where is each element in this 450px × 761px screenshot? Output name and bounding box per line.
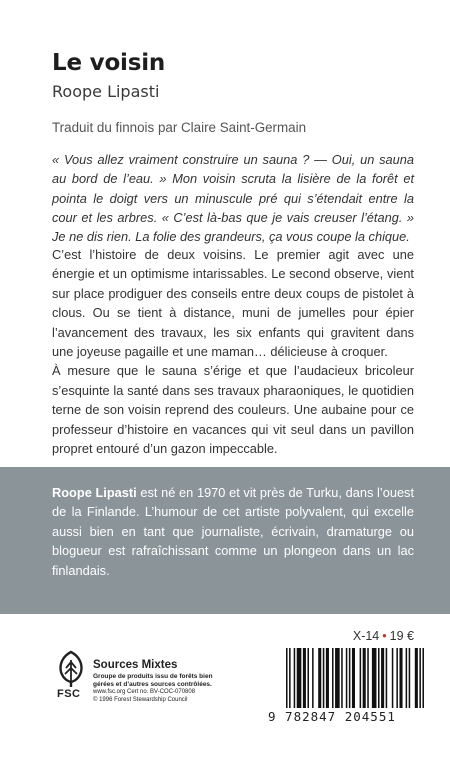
- barcode-bar: [312, 648, 314, 708]
- price-code: X-14: [352, 629, 380, 643]
- barcode-bar: [422, 648, 424, 708]
- barcode-bar: [406, 648, 408, 708]
- book-author: Roope Lipasti: [52, 82, 160, 101]
- barcode-bar: [307, 648, 309, 708]
- barcode-bar: [289, 648, 291, 708]
- barcode-bar: [415, 648, 418, 708]
- barcode-bar: [335, 648, 340, 708]
- barcode-bar: [409, 648, 411, 708]
- barcode-bar: [286, 648, 288, 708]
- barcode-bar: [323, 648, 325, 708]
- price-line: [353, 629, 414, 643]
- book-title: Le voisin: [52, 50, 166, 76]
- barcode-bar: [294, 648, 296, 708]
- barcode-bar: [346, 648, 348, 708]
- isbn-barcode: [286, 648, 424, 708]
- excerpt-quote: « Vous allez vraiment construire un sauna ? — Oui, un sauna au bord de l’eau. » Mon voisin scruta la lisière de la forêt et pointa le doigt vers un minuscule pré qui s’étendait entre la cour et les arbres. « C’est là-bas que je vais creuser l’étang. » Je ne dis rien. La folie des grandeurs, ça vous coupe la chique.: [52, 152, 414, 245]
- price-separator: •: [382, 629, 387, 643]
- barcode-bar: [341, 648, 343, 708]
- bio-text: est né en 1970 et vit près de Turku, dans l’ouest de la Finlande. L’humour de cet artiste polyvalent, qui excelle aussi bien en tant que journaliste, écrivain, dramaturge ou blogueur est rafraîchissant comme un plongeon dans un lac finlandais.: [52, 485, 415, 578]
- barcode-bar: [349, 648, 351, 708]
- barcode-bar: [392, 648, 394, 708]
- barcode-bar: [399, 648, 402, 708]
- barcode-bar: [363, 648, 366, 708]
- barcode-bar: [352, 648, 355, 708]
- barcode-bar: [372, 648, 377, 708]
- isbn-number: 9 782847 204551: [268, 709, 396, 724]
- barcode-bar: [381, 648, 384, 708]
- price-amount: 19 €: [389, 629, 414, 643]
- summary-paragraph: C’est l’histoire de deux voisins. Le premier agit avec une énergie et un optimisme intarissables. Le second observe, vient sur place prodiguer des conseils entre deux coups de pistolet à clous. Ou se tient à distance, muni de jumelles pour épier l’avancement des travaux, les six enfants qui gravitent dans une joyeuse pagaille et une maman… délicieuse à croquer.: [52, 247, 414, 360]
- fsc-info: [93, 659, 233, 704]
- summary: [52, 245, 414, 458]
- fsc-description: Groupe de produits issu de forêts bien gérées et d’autres sources contrôlées.: [93, 673, 213, 688]
- barcode-bar: [326, 648, 329, 708]
- fsc-title: Sources Mixtes: [93, 659, 178, 671]
- bio-author-name: Roope Lipasti: [52, 485, 137, 500]
- author-bio: [52, 483, 414, 580]
- translator-credit: Traduit du finnois par Claire Saint-Germain: [52, 120, 307, 135]
- barcode-bar: [396, 648, 398, 708]
- barcode-bar: [378, 648, 380, 708]
- fsc-tree-icon: [55, 650, 87, 688]
- summary-paragraph: À mesure que le sauna s’érige et que l’audacieux bricoleur s’esquinte la santé dans ses travaux pharaoniques, le quotidien terne de son voisin reprend des couleurs. Une aubaine pour ce professeur d’histoire en vacances qui vit seul dans un pavillon propret entouré d’un gazon impeccable.: [52, 363, 414, 457]
- fsc-copyright: © 1996 Forest Stewardship Council: [93, 696, 188, 703]
- barcode-bar: [367, 648, 369, 708]
- barcode-bar: [386, 648, 388, 708]
- barcode-bar: [419, 648, 421, 708]
- barcode-bar: [318, 648, 321, 708]
- fsc-label: FSC: [57, 688, 81, 700]
- barcode-bar: [297, 648, 302, 708]
- barcode-bar: [303, 648, 306, 708]
- barcode-bar: [360, 648, 362, 708]
- fsc-cert: www.fsc.org Cert no. BV-COC-070808: [93, 689, 196, 695]
- barcode-bar: [332, 648, 334, 708]
